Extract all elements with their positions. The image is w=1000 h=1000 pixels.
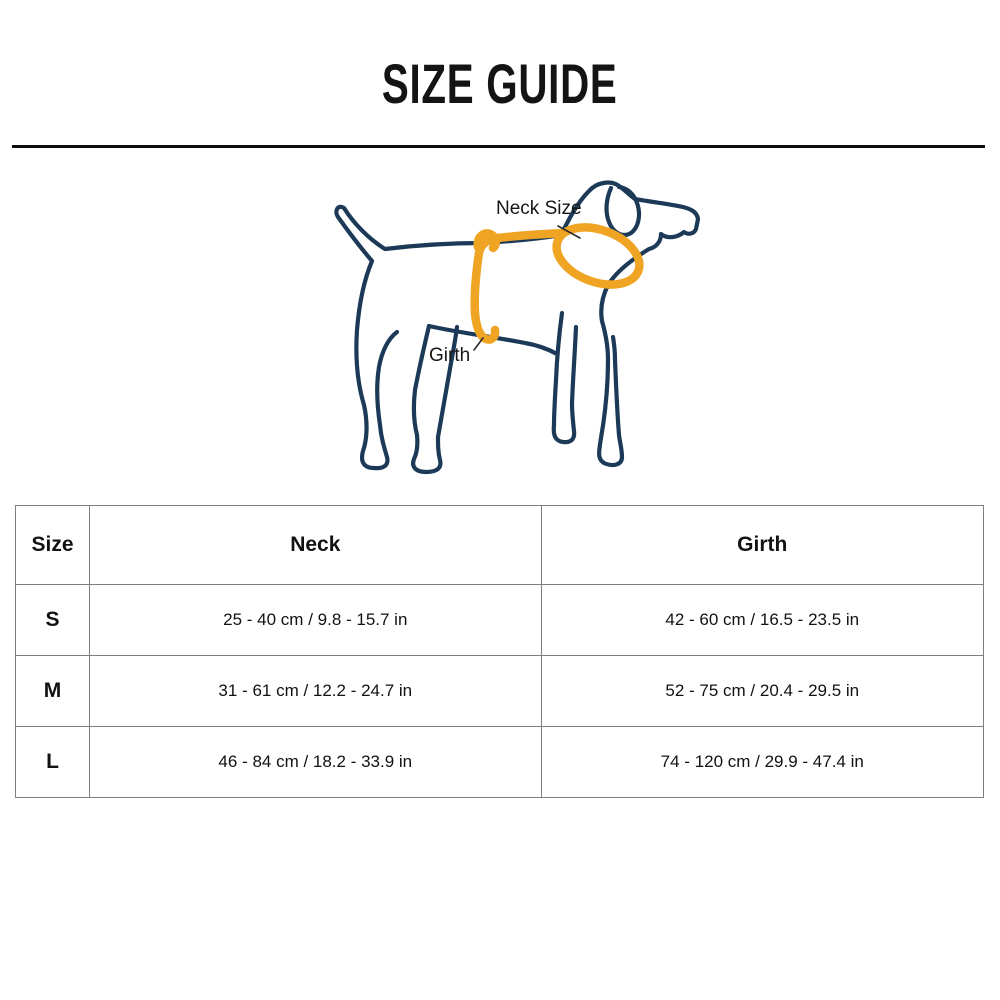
cell-neck-l: 46 - 84 cm / 18.2 - 33.9 in [90, 727, 541, 798]
girth-label: Girth [429, 345, 471, 366]
table-row [16, 656, 984, 727]
girth-pointer-line [474, 338, 483, 350]
dog-body-path [336, 183, 698, 465]
cell-size-m: M [16, 656, 90, 727]
dog-far-front-leg-path [554, 313, 576, 442]
page-title-text: SIZE GUIDE [382, 52, 618, 115]
header-girth: Girth [541, 506, 983, 585]
harness-top-strap-and-girth [475, 233, 564, 340]
cell-girth-s: 42 - 60 cm / 16.5 - 23.5 in [541, 585, 983, 656]
cell-size-l: L [16, 727, 90, 798]
dog-outline [336, 183, 698, 472]
table-row [16, 585, 984, 656]
size-table [15, 505, 984, 798]
header-size: Size [16, 506, 90, 585]
header-neck: Neck [90, 506, 541, 585]
cell-size-s: S [16, 585, 90, 656]
table-row [16, 727, 984, 798]
table-header-row [16, 506, 984, 585]
cell-girth-l: 74 - 120 cm / 29.9 - 47.4 in [541, 727, 983, 798]
cell-neck-s: 25 - 40 cm / 9.8 - 15.7 in [90, 585, 541, 656]
dog-ear-path [607, 187, 639, 235]
neck-size-label: Neck Size [496, 198, 582, 219]
cell-neck-m: 31 - 61 cm / 12.2 - 24.7 in [90, 656, 541, 727]
cell-girth-m: 52 - 75 cm / 20.4 - 29.5 in [541, 656, 983, 727]
dog-far-hind-leg-path [356, 261, 397, 468]
page-title [0, 52, 1000, 115]
title-divider [12, 145, 985, 148]
dog-harness-illustration [310, 175, 710, 485]
dog-diagram-svg [310, 175, 710, 485]
